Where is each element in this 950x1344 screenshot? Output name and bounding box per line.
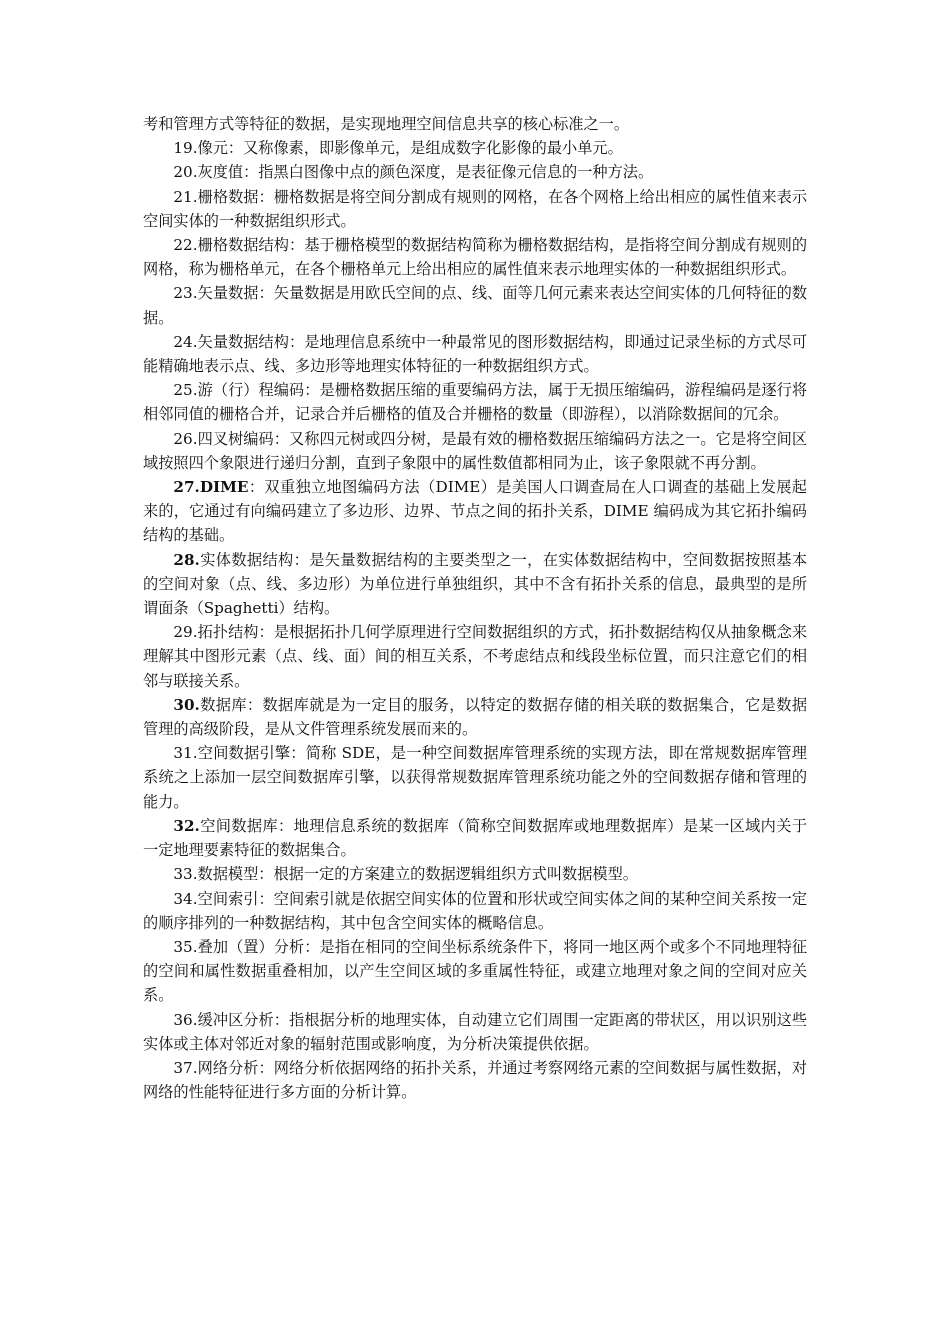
entry-text: 考和管理方式等特征的数据，是实现地理空间信息共享的核心标准之一。 xyxy=(143,115,629,133)
entry-number: 36. xyxy=(173,1010,198,1029)
entry-text: 游（行）程编码：是栅格数据压缩的重要编码方法，属于无损压缩编码，游程编码是逐行将相邻同值的栅格合并，记录合并后栅格的值及合并栅格的数量（即游程），以消除数据间的冗余。 xyxy=(143,381,807,424)
entry-number: 26. xyxy=(173,429,198,448)
entry-number: 37. xyxy=(173,1058,198,1077)
glossary-entry xyxy=(143,281,807,329)
entry-number: 20. xyxy=(173,163,198,182)
document-body xyxy=(143,112,807,1104)
entry-number: 34. xyxy=(173,889,198,908)
entry-text: 灰度值：指黑白图像中点的颜色深度，是表征像元信息的一种方法。 xyxy=(197,163,654,182)
entry-number: 24. xyxy=(173,332,198,351)
entry-number: 28. xyxy=(173,550,200,569)
entry-text: 拓扑结构：是根据拓扑几何学原理进行空间数据组织的方式，拓扑数据结构仅从抽象概念来理解其中图形元素（点、线、面）间的相互关系，不考虑结点和线段坐标位置，而只注意它们的相邻与联接关系。 xyxy=(143,623,807,690)
glossary-entry xyxy=(143,475,807,548)
entry-number: 21. xyxy=(173,187,198,206)
entry-text: 空间数据引擎：简称 SDE，是一种空间数据库管理系统的实现方法，即在常规数据库管理系统之上添加一层空间数据库引擎，以获得常规数据库管理系统功能之外的空间数据存储和管理的能力。 xyxy=(143,744,807,811)
entry-number: 30. xyxy=(173,695,200,714)
glossary-entry xyxy=(143,814,807,862)
glossary-entry xyxy=(143,693,807,741)
glossary-entry xyxy=(143,935,807,1008)
entry-text: 空间索引：空间索引就是依据空间实体的位置和形状或空间实体之间的某种空间关系按一定的顺序排列的一种数据结构，其中包含空间实体的概略信息。 xyxy=(143,889,807,932)
entry-number: 19. xyxy=(173,139,198,158)
glossary-entry xyxy=(143,1008,807,1056)
glossary-entry xyxy=(143,330,807,378)
entry-number: 32. xyxy=(173,816,200,835)
glossary-entry xyxy=(143,887,807,935)
glossary-entry xyxy=(143,620,807,693)
glossary-entry xyxy=(143,233,807,281)
entry-number: 27.DIME xyxy=(173,478,249,497)
entry-text: 栅格数据：栅格数据是将空间分割成有规则的网格，在各个网格上给出相应的属性值来表示空间实体的一种数据组织形式。 xyxy=(143,187,807,230)
entry-text: 实体数据结构：是矢量数据结构的主要类型之一，在实体数据结构中，空间数据按照基本的空间对象（点、线、多边形）为单位进行单独组织，其中不含有拓扑关系的信息，最典型的是所谓面条（Spaghetti）结构。 xyxy=(143,550,807,618)
glossary-entry xyxy=(143,1056,807,1104)
entry-text: 空间数据库：地理信息系统的数据库（简称空间数据库或地理数据库）是某一区域内关于一定地理要素特征的数据集合。 xyxy=(143,816,807,860)
entry-number: 22. xyxy=(173,236,198,255)
entry-text: 矢量数据结构：是地理信息系统中一种最常见的图形数据结构，即通过记录坐标的方式尽可能精确地表示点、线、多边形等地理实体特征的一种数据组织方式。 xyxy=(143,332,807,376)
glossary-entry xyxy=(143,548,807,621)
glossary-entry xyxy=(143,741,807,814)
glossary-entry xyxy=(143,378,807,426)
entry-number: 33. xyxy=(173,865,198,884)
glossary-entry xyxy=(143,160,807,184)
entry-text: 叠加（置）分析：是指在相同的空间坐标系统条件下，将同一地区两个或多个不同地理特征的空间和属性数据重叠相加，以产生空间区域的多重属性特征，或建立地理对象之间的空间对应关系。 xyxy=(143,937,807,1005)
entry-text: 数据库：数据库就是为一定目的服务，以特定的数据存储的相关联的数据集合，它是数据管理的高级阶段，是从文件管理系统发展而来的。 xyxy=(143,695,807,739)
entry-number: 35. xyxy=(173,937,198,956)
glossary-entry xyxy=(143,862,807,886)
glossary-entry xyxy=(143,185,807,233)
entry-text: 矢量数据：矢量数据是用欧氏空间的点、线、面等几何元素来表达空间实体的几何特征的数据。 xyxy=(143,284,807,327)
entry-number: 25. xyxy=(173,381,198,400)
glossary-entry xyxy=(143,427,807,475)
entry-number: 23. xyxy=(173,284,198,303)
entry-text: 数据模型：根据一定的方案建立的数据逻辑组织方式叫数据模型。 xyxy=(197,865,638,884)
entry-text: 像元：又称像素，即影像单元，是组成数字化影像的最小单元。 xyxy=(197,139,623,158)
entry-text: 网络分析：网络分析依据网络的拓扑关系，并通过考察网络元素的空间数据与属性数据，对网络的性能特征进行多方面的分析计算。 xyxy=(143,1058,807,1102)
entry-text: 四叉树编码：又称四元树或四分树，是最有效的栅格数据压缩编码方法之一。它是将空间区域按照四个象限进行递归分割，直到子象限中的属性数值都相同为止，该子象限就不再分割。 xyxy=(143,429,807,472)
entry-number: 31. xyxy=(173,744,198,763)
entry-text: 栅格数据结构：基于栅格模型的数据结构简称为栅格数据结构，是指将空间分割成有规则的网格，称为栅格单元，在各个栅格单元上给出相应的属性值来表示地理实体的一种数据组织形式。 xyxy=(143,236,807,279)
paragraph-continuation xyxy=(143,112,807,136)
glossary-entry xyxy=(143,136,807,160)
entry-number: 29. xyxy=(173,623,198,642)
entry-text: 缓冲区分析：指根据分析的地理实体，自动建立它们周围一定距离的带状区，用以识别这些实体或主体对邻近对象的辐射范围或影响度，为分析决策提供依据。 xyxy=(143,1010,807,1053)
entry-text: ：双重独立地图编码方法（DIME）是美国人口调查局在人口调查的基础上发展起来的，它通过有向编码建立了多边形、边界、节点之间的拓扑关系，DIME 编码成为其它拓扑编码结构的基础。 xyxy=(143,478,807,545)
